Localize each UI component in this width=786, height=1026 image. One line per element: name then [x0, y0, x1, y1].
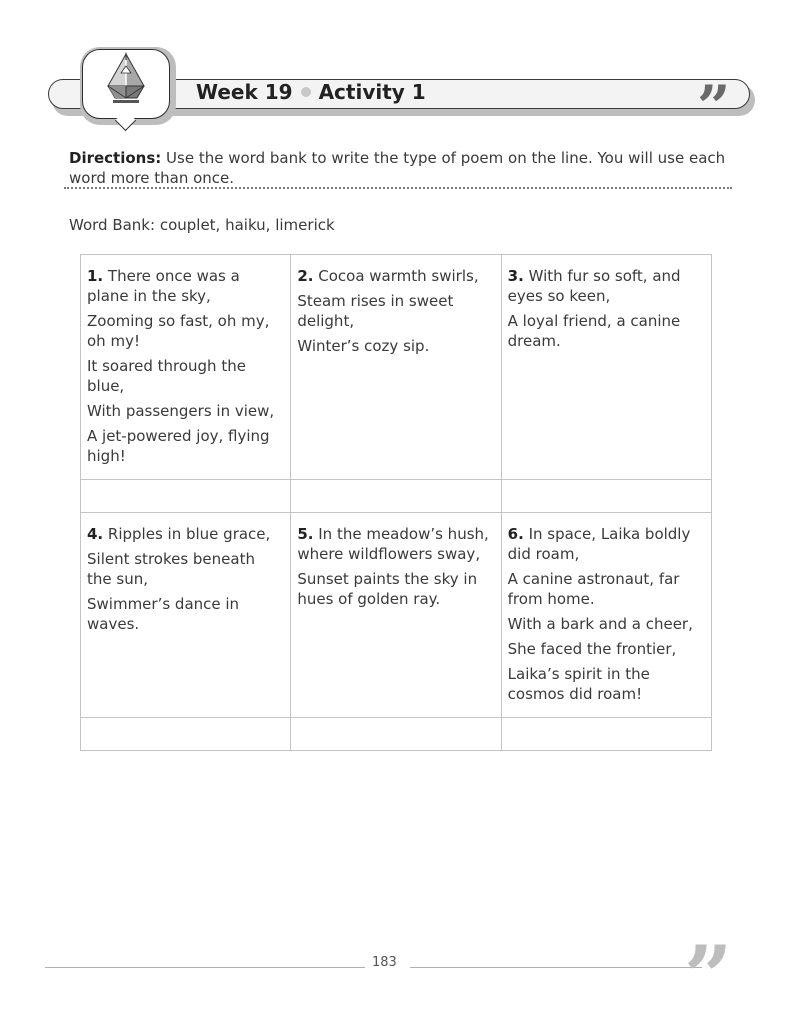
poem-line: Cocoa warmth swirls, [318, 267, 479, 285]
poem-line: There once was a plane in the sky, [87, 267, 240, 305]
quote-mark-icon: ” [697, 73, 731, 141]
poem-line: A loyal friend, a canine dream. [507, 312, 681, 350]
quote-mark-icon: ” [684, 927, 733, 1026]
poem-line: In space, Laika boldly did roam, [507, 525, 691, 563]
poem-line: A jet-powered joy, flying high! [87, 427, 270, 465]
answer-field-3[interactable] [501, 480, 711, 513]
answer-field-6[interactable] [501, 718, 711, 751]
poem-number: 4. [87, 525, 104, 543]
page-title [196, 80, 426, 104]
poem-line: She faced the frontier, [507, 640, 677, 658]
poem-number: 1. [87, 267, 104, 285]
poem-line: In the meadow’s hush, where wildflowers sway, [297, 525, 489, 563]
poem-cell-3 [501, 255, 711, 480]
poem-cell-2 [291, 255, 501, 480]
poem-line: Zooming so fast, oh my, oh my! [87, 312, 270, 350]
poem-line: Sunset paints the sky in hues of golden ray. [297, 570, 478, 608]
sailboat-icon [104, 52, 148, 104]
page-number: 183 [372, 955, 397, 970]
poem-cell-1 [81, 255, 291, 480]
activity-header [0, 0, 786, 140]
poem-row-1 [81, 255, 712, 480]
answer-field-4[interactable] [81, 718, 291, 751]
poem-number: 5. [297, 525, 314, 543]
footer-rule-left [45, 967, 365, 968]
word-bank: Word Bank: couplet, haiku, limerick [69, 216, 335, 234]
answer-field-1[interactable] [81, 480, 291, 513]
poem-line: With passengers in view, [87, 402, 275, 420]
answer-field-5[interactable] [291, 718, 501, 751]
poem-line: Laika’s spirit in the cosmos did roam! [507, 665, 650, 703]
poem-line: A canine astronaut, far from home. [507, 570, 680, 608]
answer-field-2[interactable] [291, 480, 501, 513]
poem-line: Winter’s cozy sip. [297, 337, 430, 355]
separator-dot [301, 87, 311, 97]
poem-line: It soared through the blue, [87, 357, 246, 395]
directions [69, 148, 739, 188]
poem-cell-4 [81, 513, 291, 718]
directions-label: Directions: [69, 149, 162, 167]
poem-line: With a bark and a cheer, [507, 615, 693, 633]
poem-cell-5 [291, 513, 501, 718]
dotted-divider [64, 187, 732, 189]
week-label: Week 19 [196, 80, 293, 104]
poem-row-2 [81, 513, 712, 718]
poem-line: Swimmer’s dance in waves. [87, 595, 240, 633]
poem-number: 2. [297, 267, 314, 285]
activity-label: Activity 1 [318, 80, 426, 104]
poem-number: 6. [507, 525, 524, 543]
directions-text: Use the word bank to write the type of poem on the line. You will use each word more than once. [69, 149, 726, 187]
poem-line: Ripples in blue grace, [107, 525, 271, 543]
poem-line: Steam rises in sweet delight, [297, 292, 454, 330]
poem-line: With fur so soft, and eyes so keen, [507, 267, 681, 305]
poem-number: 3. [507, 267, 524, 285]
poem-cell-6 [501, 513, 711, 718]
answer-row-1 [81, 480, 712, 513]
poem-table [80, 254, 712, 751]
footer-rule-right [410, 967, 702, 968]
answer-row-2 [81, 718, 712, 751]
poem-line: Silent strokes beneath the sun, [87, 550, 255, 588]
